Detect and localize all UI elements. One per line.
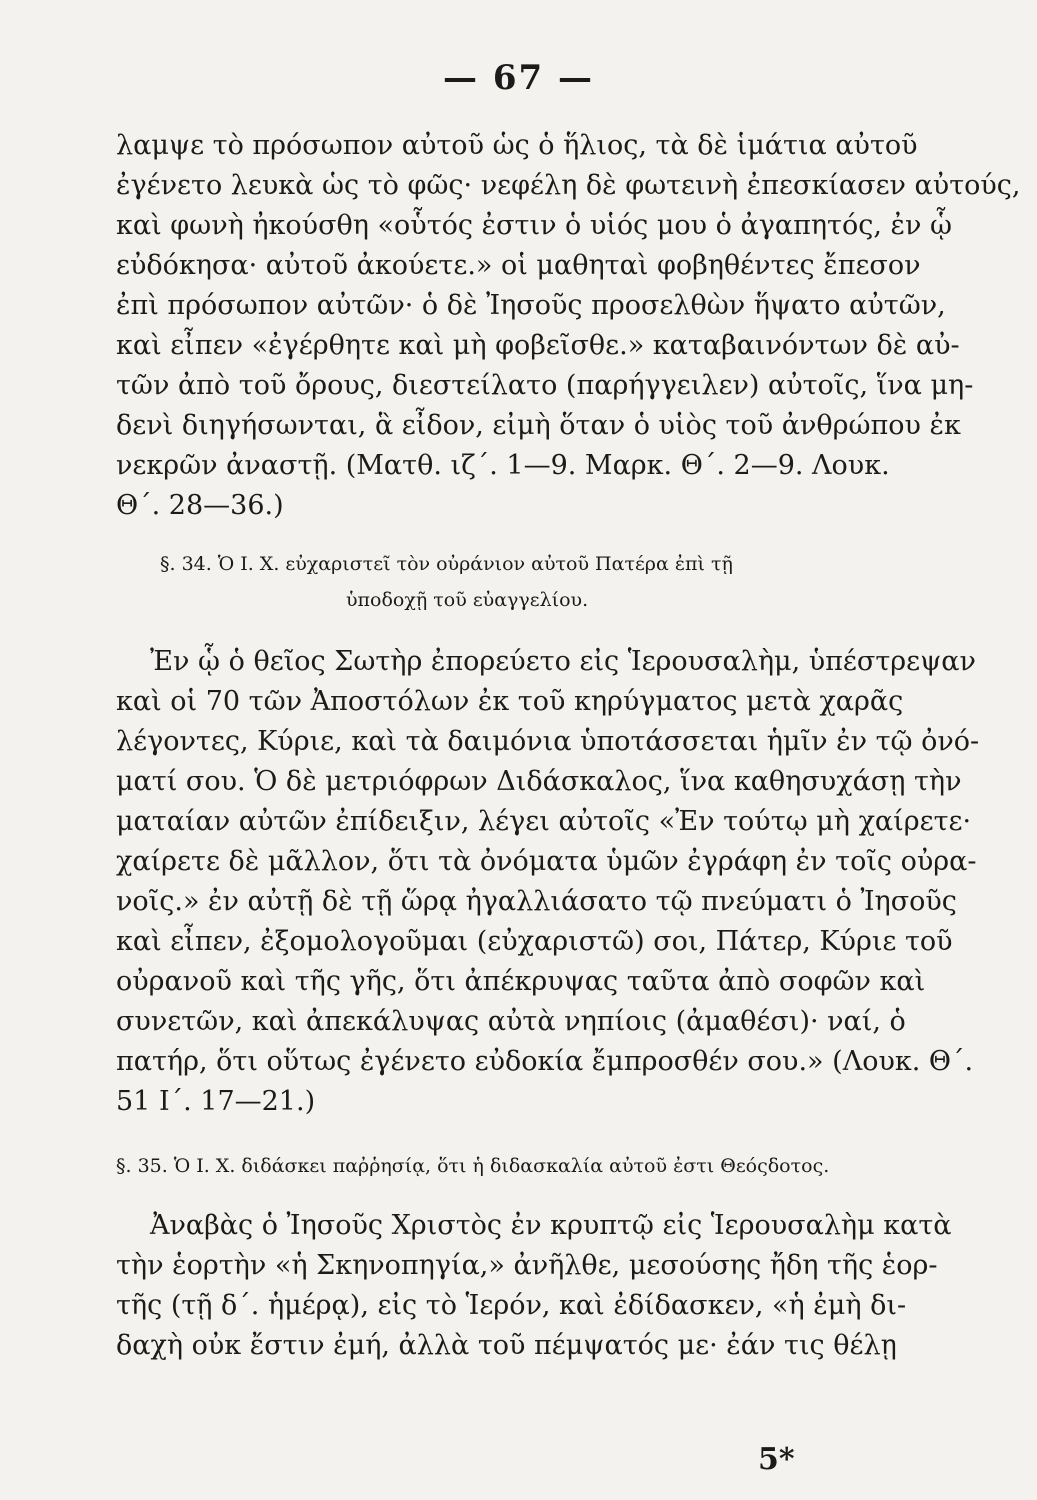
text-line: τὴν ἑορτὴν «ἡ Σκηνοπηγία,» ἀνῆλθε, μεσούσης ἤδη τῆς ἑορ- <box>116 1250 938 1281</box>
text-line: καὶ φωνὴ ἠκούσθη «οὗτός ἐστιν ὁ υἱός μου ὁ ἀγαπητός, ἐν ᾧ <box>116 210 952 241</box>
text-line: τῆς (τῇ δ΄. ἡμέρᾳ), εἰς τὸ Ἱερόν, καὶ ἐδίδασκεν, «ἡ ἐμὴ δι- <box>116 1290 907 1321</box>
section-heading-34: §. 34. Ὁ Ι. Χ. εὐχαριστεῖ τὸν οὐράνιον αὐτοῦ Πατέρα ἐπὶ τῇ <box>160 553 733 575</box>
text-line: τῶν ἀπὸ τοῦ ὄρους, διεστείλατο (παρήγγειλεν) αὐτοῖς, ἵνα μη- <box>116 370 974 401</box>
text-line: νοῖς.» ἐν αὐτῇ δὲ τῇ ὥρᾳ ἠγαλλιάσατο τῷ πνεύματι ὁ Ἰησοῦς <box>116 886 957 917</box>
text-line: ματί σου. Ὁ δὲ μετριόφρων Διδάσκαλος, ἵνα καθησυχάσῃ τὴν <box>116 766 962 797</box>
text-line: οὐρανοῦ καὶ τῆς γῆς, ὅτι ἀπέκρυψας ταῦτα ἀπὸ σοφῶν καὶ <box>116 966 926 997</box>
text-line: νεκρῶν ἀναστῇ. (Ματθ. ιζ΄. 1—9. Μαρκ. Θ΄. 2—9. Λουκ. <box>116 450 890 481</box>
text-line: Ἐν ᾧ ὁ θεῖος Σωτὴρ ἐπορεύετο εἰς Ἱερουσαλὴμ, ὑπέστρεψαν <box>150 646 976 677</box>
text-line: δαχὴ οὐκ ἔστιν ἐμή, ἀλλὰ τοῦ πέμψατός με· ἐάν τις θέλῃ <box>116 1330 897 1361</box>
text-line: 51 Ι΄. 17—21.) <box>116 1086 316 1117</box>
section-heading-34-cont: ὑποδοχῇ τοῦ εὐαγγελίου. <box>346 589 589 611</box>
text-line: λέγοντες, Κύριε, καὶ τὰ δαιμόνια ὑποτάσσεται ἡμῖν ἐν τῷ ὀνό- <box>116 726 980 757</box>
text-line: συνετῶν, καὶ ἀπεκάλυψας αὐτὰ νηπίοις (ἀμαθέσι)· ναί, ὁ <box>116 1006 906 1037</box>
section-heading-35: §. 35. Ὁ Ι. Χ. διδάσκει παῤῥησίᾳ, ὅτι ἡ διδασκαλία αὐτοῦ ἐστι Θεόςδοτος. <box>116 1155 830 1177</box>
text-line: λαμψε τὸ πρόσωπον αὐτοῦ ὡς ὁ ἥλιος, τὰ δὲ ἱμάτια αὐτοῦ <box>116 130 918 161</box>
text-line: ἐγένετο λευκὰ ὡς τὸ φῶς· νεφέλη δὲ φωτεινὴ ἐπεσκίασεν αὐτούς, <box>116 170 1021 201</box>
text-line: χαίρετε δὲ μᾶλλον, ὅτι τὰ ὀνόματα ὑμῶν ἐγράφη ἐν τοῖς οὐρα- <box>116 846 977 877</box>
text-line: ματαίαν αὐτῶν ἐπίδειξιν, λέγει αὐτοῖς «Ἐν τούτῳ μὴ χαίρετε· <box>116 806 972 837</box>
signature-mark: 5* <box>758 1442 795 1477</box>
text-line: Θ΄. 28—36.) <box>116 490 284 521</box>
page-number: — 67 — <box>443 58 594 98</box>
text-line: δενὶ διηγήσωνται, ἃ εἶδον, εἰμὴ ὅταν ὁ υἱὸς τοῦ ἀνθρώπου ἐκ <box>116 410 961 441</box>
text-line: καὶ εἶπεν «ἐγέρθητε καὶ μὴ φοβεῖσθε.» καταβαινόντων δὲ αὐ- <box>116 330 960 361</box>
text-line: Ἀναβὰς ὁ Ἰησοῦς Χριστὸς ἐν κρυπτῷ εἰς Ἱερουσαλὴμ κατὰ <box>150 1210 952 1241</box>
text-line: καὶ εἶπεν, ἐξομολογοῦμαι (εὐχαριστῶ) σοι, Πάτερ, Κύριε τοῦ <box>116 926 953 957</box>
text-line: καὶ οἱ 70 τῶν Ἀποστόλων ἐκ τοῦ κηρύγματος μετὰ χαρᾶς <box>116 686 904 717</box>
text-line: ἐπὶ πρόσωπον αὐτῶν· ὁ δὲ Ἰησοῦς προσελθὼν ἥψατο αὐτῶν, <box>116 290 946 321</box>
text-line: εὐδόκησα· αὐτοῦ ἀκούετε.» οἱ μαθηταὶ φοβηθέντες ἔπεσον <box>116 250 921 281</box>
text-line: πατήρ, ὅτι οὕτως ἐγένετο εὐδοκία ἔμπροσθέν σου.» (Λουκ. Θ΄. <box>116 1046 974 1077</box>
